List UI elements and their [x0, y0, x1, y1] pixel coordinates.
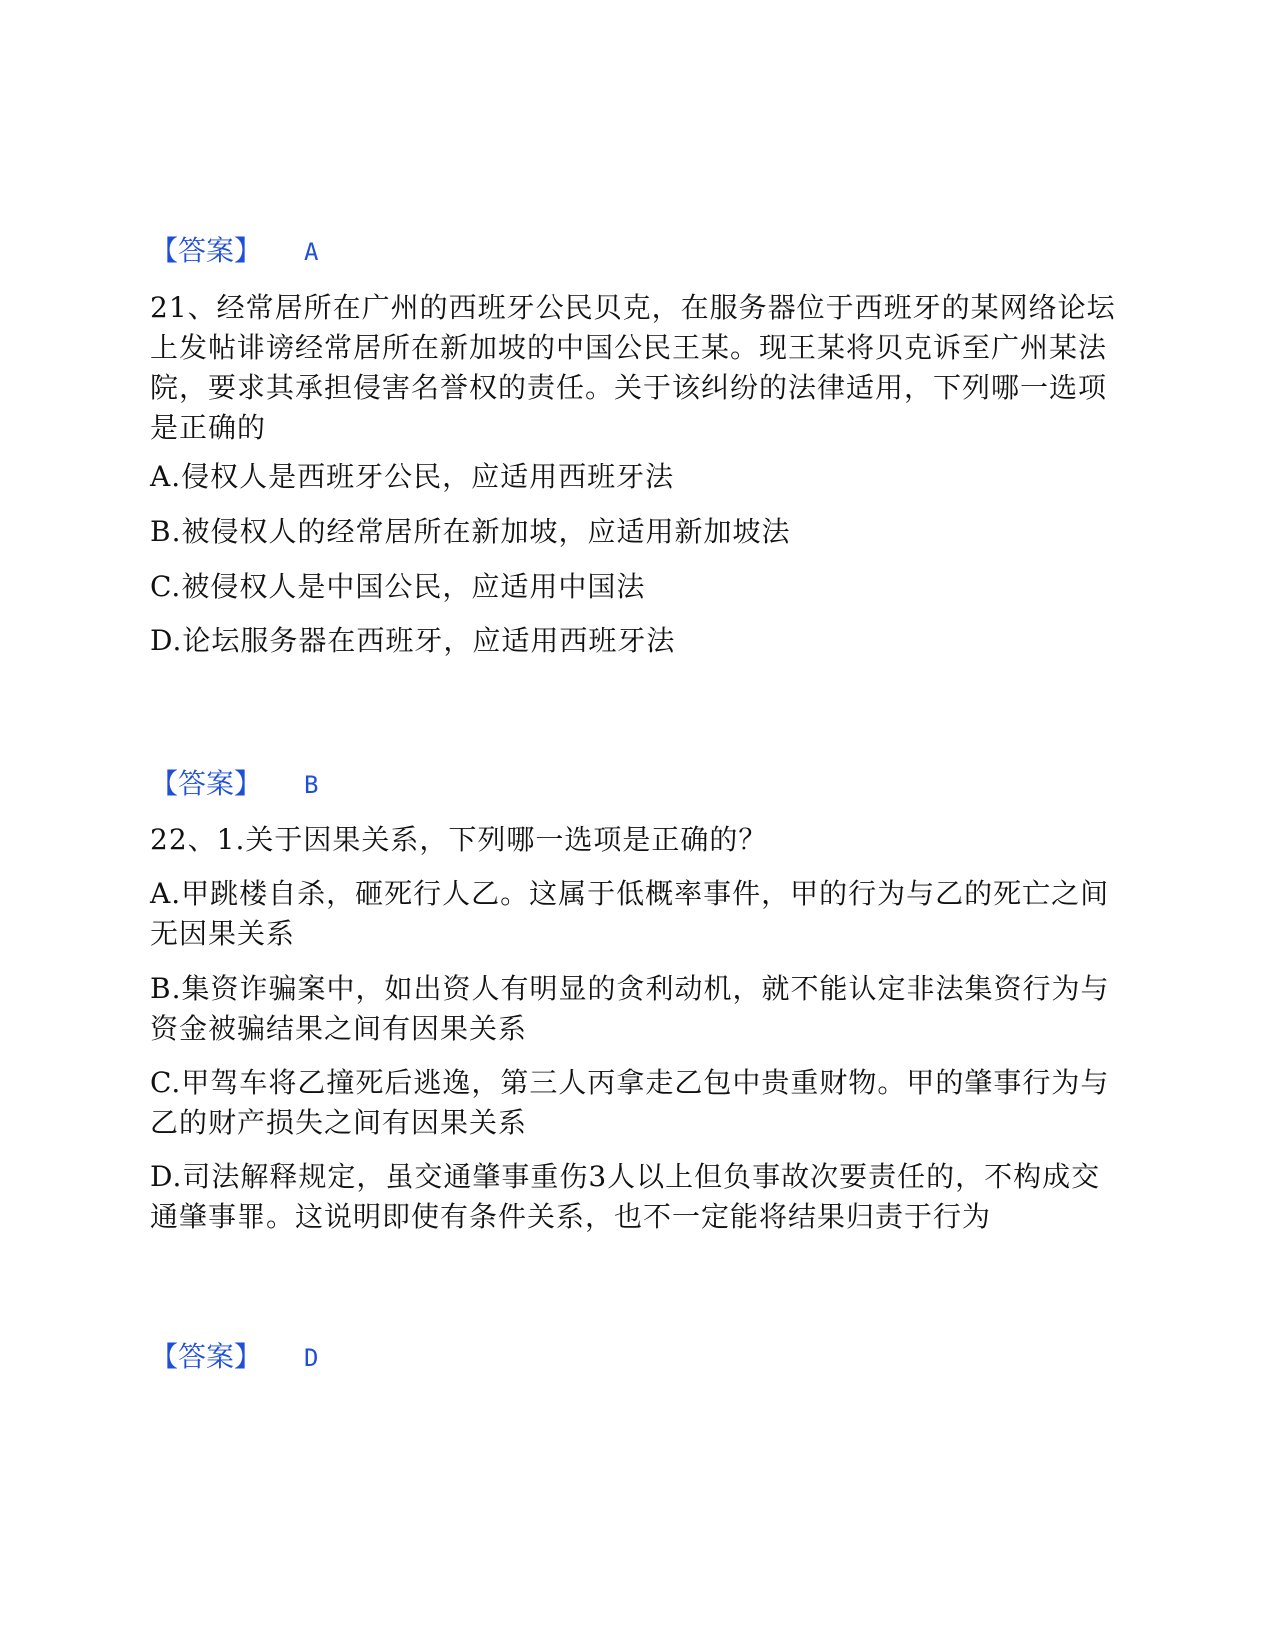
question-21-option-a: A.侵权人是西班牙公民，应适用西班牙法 [150, 460, 675, 493]
question-21-option-c: C.被侵权人是中国公民，应适用中国法 [150, 570, 646, 603]
answer-value: B [304, 771, 319, 799]
question-21-option-b: B.被侵权人的经常居所在新加坡，应适用新加坡法 [150, 515, 791, 548]
answer-label-3 [150, 1337, 318, 1378]
answer-label-1 [150, 231, 318, 272]
question-22-option-a: A.甲跳楼自杀，砸死行人乙。这属于低概率事件，甲的行为与乙的死亡之间无因果关系 [150, 877, 1110, 950]
answer-tag: 【答案】 [150, 767, 263, 800]
question-21-option-d: D.论坛服务器在西班牙，应适用西班牙法 [150, 624, 676, 657]
question-22-option-c: C.甲驾车将乙撞死后逃逸，第三人丙拿走乙包中贵重财物。甲的肇事行为与乙的财产损失之间有因果关系 [150, 1066, 1110, 1139]
question-22-option-b: B.集资诈骗案中，如出资人有明显的贪利动机，就不能认定非法集资行为与资金被骗结果之间有因果关系 [150, 972, 1110, 1045]
answer-value: A [304, 238, 319, 266]
answer-tag: 【答案】 [150, 234, 263, 267]
answer-label-2 [150, 764, 318, 805]
question-21-stem: 21、经常居所在广州的西班牙公民贝克，在服务器位于西班牙的某网络论坛上发帖诽谤经常居所在新加坡的中国公民王某。现王某将贝克诉至广州某法院，要求其承担侵害名誉权的责任。关于该纠纷的法律适用，下列哪一选项是正确的 [150, 291, 1116, 444]
answer-value: D [304, 1344, 319, 1372]
question-22-option-d: D.司法解释规定，虽交通肇事重伤3人以上但负事故次要责任的，不构成交通肇事罪。这说明即使有条件关系，也不一定能将结果归责于行为 [150, 1160, 1101, 1233]
question-22-stem: 22、1.关于因果关系，下列哪一选项是正确的？ [150, 823, 768, 856]
answer-tag: 【答案】 [150, 1340, 263, 1373]
